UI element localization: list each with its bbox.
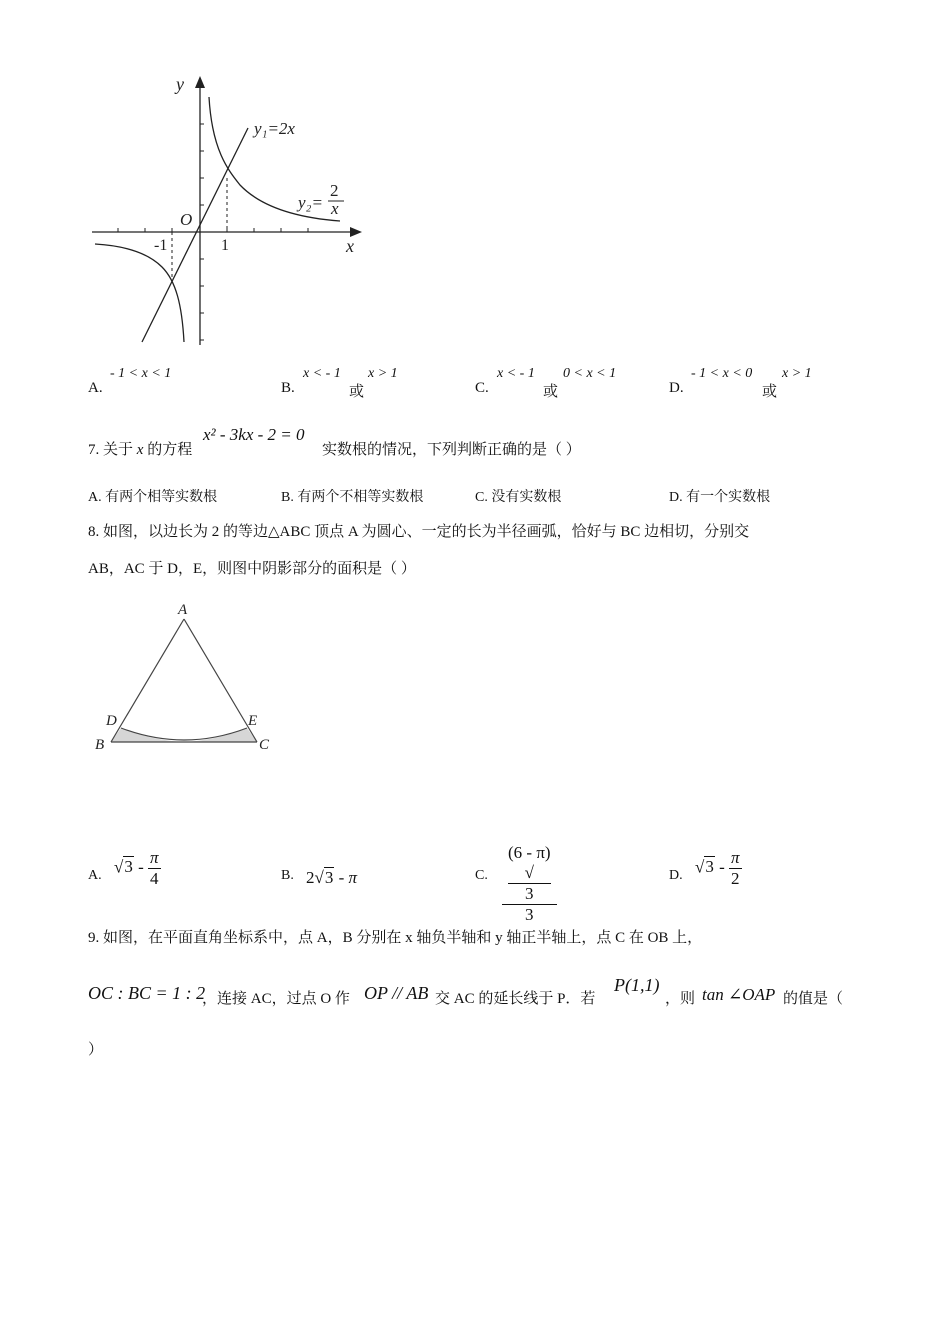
q8-line1: 8. 如图，以边长为 2 的等边△ABC 顶点 A 为圆心、一定的长为半径画弧，恰好与 BC 边相切，分别交 <box>88 524 750 540</box>
q7-equation: x² - 3kx - 2 = 0 <box>203 425 305 444</box>
q8-c-root: 3 <box>508 883 551 904</box>
q8-c-den: 3 <box>525 905 534 924</box>
y-axis-label: y <box>176 74 184 94</box>
q6-option-c-or: 或 <box>543 384 559 400</box>
q6-option-c-label: C. <box>475 380 489 396</box>
q6-option-b-part2: x > 1 <box>368 366 398 381</box>
q8-option-a-label: A. <box>88 868 102 883</box>
q8-d-den: 2 <box>731 869 740 888</box>
q9-tan: tan ∠OAP <box>702 985 776 1004</box>
q6-option-d-or: 或 <box>762 384 778 400</box>
q8-d-root: 3 <box>705 857 714 877</box>
point-d-label: D <box>106 713 117 729</box>
q8-a-root: 3 <box>124 857 133 877</box>
x-axis-label: x <box>346 236 354 256</box>
vertex-b-label: B <box>95 737 105 753</box>
q6-option-b-part1: x < - 1 <box>303 366 341 381</box>
q7-option-a: A. 有两个相等实数根 <box>88 490 218 505</box>
q9-line3: ） <box>88 1042 104 1058</box>
q9-text-4: 的值是（ <box>783 991 844 1007</box>
q8-option-b-label: B. <box>281 868 294 883</box>
q7-suffix: 实数根的情况，下列判断正确的是（ ） <box>322 442 581 458</box>
q8-option-a-expr: √3 - $\frac{\pi}{4}$ <box>114 848 159 888</box>
side-ab <box>111 619 184 742</box>
q7-prefix: 7. 关于 <box>88 442 134 458</box>
q8-b-coef: 2 <box>306 868 315 887</box>
q6-option-c-part1: x < - 1 <box>497 366 535 381</box>
origin-label: O <box>180 210 193 229</box>
q8-option-d-label: D. <box>669 868 683 883</box>
q8-b-root: 3 <box>324 868 334 887</box>
q6-option-d-part2: x > 1 <box>782 366 812 381</box>
q9-ratio: OC : BC = 1 : 2 <box>88 983 206 1003</box>
q6-option-a-text: - 1 < x < 1 <box>110 366 172 381</box>
q6-option-b-label: B. <box>281 380 295 396</box>
q8-line2: AB，AC 于 D，E，则图中阴影部分的面积是（ ） <box>88 561 416 577</box>
q9-text-1: ，连接 AC，过点 O 作 <box>202 991 350 1007</box>
q8-c-num: (6 - π) <box>508 843 551 862</box>
q8-option-c-expr: (6 - π) √ 3 3 <box>502 843 557 925</box>
q7-var: x <box>136 442 144 458</box>
q8-a-den: 4 <box>150 869 159 888</box>
curve-label-num: 2 <box>330 181 339 200</box>
q8-option-c-label: C. <box>475 868 488 883</box>
q7-middle: 的方程 <box>147 442 193 458</box>
q9-parallel: OP // AB <box>364 983 429 1003</box>
q6-option-a-label: A. <box>88 380 103 396</box>
curve-label: y₂= <box>298 193 323 212</box>
vertex-c-label: C <box>259 737 270 753</box>
point-e-label: E <box>248 713 258 729</box>
q9-point: P(1,1) <box>614 975 660 995</box>
q8-d-num: π <box>731 848 740 867</box>
q8-a-minus: - <box>138 857 144 877</box>
side-ac <box>184 619 257 742</box>
q8-a-num: π <box>150 848 159 867</box>
curve-label-den: x <box>331 199 339 218</box>
q9-text-2: 交 AC 的延长线于 P．若 <box>435 991 596 1007</box>
q6-option-d-part1: - 1 < x < 0 <box>691 366 753 381</box>
q7-option-d: D. 有一个实数根 <box>669 490 771 505</box>
q6-option-d-label: D. <box>669 380 684 396</box>
q9-line1: 9. 如图，在平面直角坐标系中，点 A，B 分别在 x 轴负半轴和 y 轴正半轴上，点 C 在 OB 上， <box>88 930 703 946</box>
tick-label-neg: -1 <box>154 237 168 254</box>
q6-option-b-or: 或 <box>349 384 365 400</box>
line-label: y₁=2x <box>254 119 295 138</box>
vertex-a-label: A <box>178 602 188 618</box>
q7-option-b: B. 有两个不相等实数根 <box>281 490 424 505</box>
q8-d-minus: - <box>719 857 725 877</box>
q6-option-c-part2: 0 < x < 1 <box>563 366 617 381</box>
q8-b-rest: - π <box>338 868 358 887</box>
q8-option-d-expr: √3 - $\frac{\pi}{2}$ <box>695 848 740 888</box>
q8-option-b-expr: 2√3 - π <box>306 868 358 887</box>
q7-option-c: C. 没有实数根 <box>475 490 562 505</box>
q9-text-3: ，则 <box>665 991 696 1007</box>
tick-label-pos: 1 <box>221 237 229 254</box>
